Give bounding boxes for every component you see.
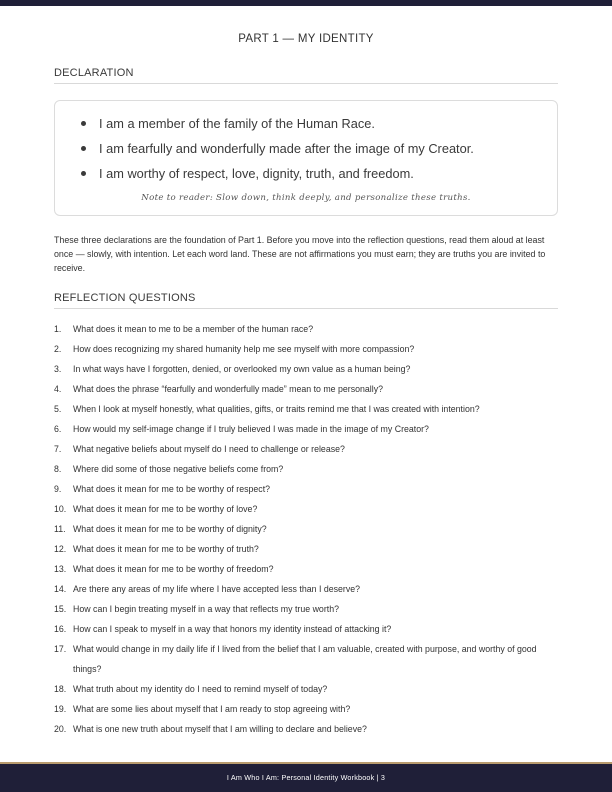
question-number: 3. xyxy=(54,364,62,374)
question-item xyxy=(54,642,558,682)
question-text: What is one new truth about myself that I am willing to declare and believe? xyxy=(73,724,367,734)
question-number: 7. xyxy=(54,444,62,454)
top-bar xyxy=(0,0,612,6)
question-number: 8. xyxy=(54,464,62,474)
declaration-item xyxy=(81,140,474,165)
question-text: What are some lies about myself that I am ready to stop agreeing with? xyxy=(73,704,351,714)
question-text: How does recognizing my shared humanity help me see myself with more compassion? xyxy=(73,344,415,354)
question-text: How would my self-image change if I truly believed I was made in the image of my Creator? xyxy=(73,424,429,434)
question-text: What does the phrase “fearfully and wonderfully made” mean to me personally? xyxy=(73,384,384,394)
declaration-note: Note to reader: Slow down, think deeply, and personalize these truths. xyxy=(141,193,471,203)
footer-text: I Am Who I Am: Personal Identity Workbook | 3 xyxy=(226,773,386,782)
question-number: 5. xyxy=(54,404,62,414)
question-text: How can I speak to myself in a way that honors my identity instead of attacking it? xyxy=(73,624,392,634)
footer-bar xyxy=(0,762,612,792)
declaration-list xyxy=(81,115,474,190)
question-number: 14. xyxy=(54,584,67,594)
declaration-text: I am a member of the family of the Human Race. xyxy=(99,116,375,131)
question-number: 18. xyxy=(54,684,67,694)
declaration-text: I am worthy of respect, love, dignity, truth, and freedom. xyxy=(99,166,414,181)
question-number: 9. xyxy=(54,484,62,494)
question-number: 20. xyxy=(54,724,67,734)
question-number: 17. xyxy=(54,644,67,654)
question-text: What does it mean for me to be worthy of love? xyxy=(73,504,258,514)
declaration-item xyxy=(81,165,474,190)
question-text: What does it mean for me to be worthy of dignity? xyxy=(73,524,267,534)
declaration-item xyxy=(81,115,474,140)
question-text: How can I begin treating myself in a way that reflects my true worth? xyxy=(73,604,339,614)
question-number: 11. xyxy=(54,524,66,534)
question-text: What does it mean for me to be worthy of truth? xyxy=(73,544,259,554)
question-item xyxy=(54,722,558,742)
declaration-box xyxy=(54,100,558,216)
question-text: When I look at myself honestly, what qualities, gifts, or traits remind me that I was created with intention? xyxy=(73,404,480,414)
question-text: What does it mean for me to be worthy of freedom? xyxy=(73,564,274,574)
intro-paragraph: These three declarations are the foundation of Part 1. Before you move into the reflection questions, read them aloud at least once — slowly, with intention. Let each word land. These are not affirmations you must earn; they are truths you are invited to receive. xyxy=(54,235,546,273)
bullet-icon xyxy=(81,121,86,126)
question-number: 15. xyxy=(54,604,67,614)
question-number: 10. xyxy=(54,504,67,514)
question-number: 2. xyxy=(54,344,62,354)
question-text: What negative beliefs about myself do I need to challenge or release? xyxy=(73,444,345,454)
question-number: 4. xyxy=(54,384,62,394)
question-text: In what ways have I forgotten, denied, or overlooked my own value as a human being? xyxy=(73,364,411,374)
page-title: PART 1 — MY IDENTITY xyxy=(238,33,374,45)
bullet-icon xyxy=(81,146,86,151)
declaration-text: I am fearfully and wonderfully made after the image of my Creator. xyxy=(99,141,474,156)
question-text: What would change in my daily life if I lived from the belief that I am valuable, created with purpose, and worthy of good things? xyxy=(73,644,537,674)
question-number: 19. xyxy=(54,704,67,714)
question-text: Where did some of those negative beliefs come from? xyxy=(73,464,284,474)
question-text: What truth about my identity do I need to remind myself of today? xyxy=(73,684,328,694)
question-number: 6. xyxy=(54,424,62,434)
question-text: Are there any areas of my life where I have accepted less than I deserve? xyxy=(73,584,361,594)
declaration-heading: DECLARATION xyxy=(54,67,558,84)
bullet-icon xyxy=(81,171,86,176)
question-number: 16. xyxy=(54,624,67,634)
reflection-heading: REFLECTION QUESTIONS xyxy=(54,292,558,309)
question-text: What does it mean for me to be worthy of respect? xyxy=(73,484,271,494)
question-text: What does it mean to me to be a member of the human race? xyxy=(73,324,314,334)
reflection-question-list xyxy=(54,322,558,742)
question-number: 1. xyxy=(54,324,62,334)
question-number: 12. xyxy=(54,544,67,554)
question-number: 13. xyxy=(54,564,67,574)
